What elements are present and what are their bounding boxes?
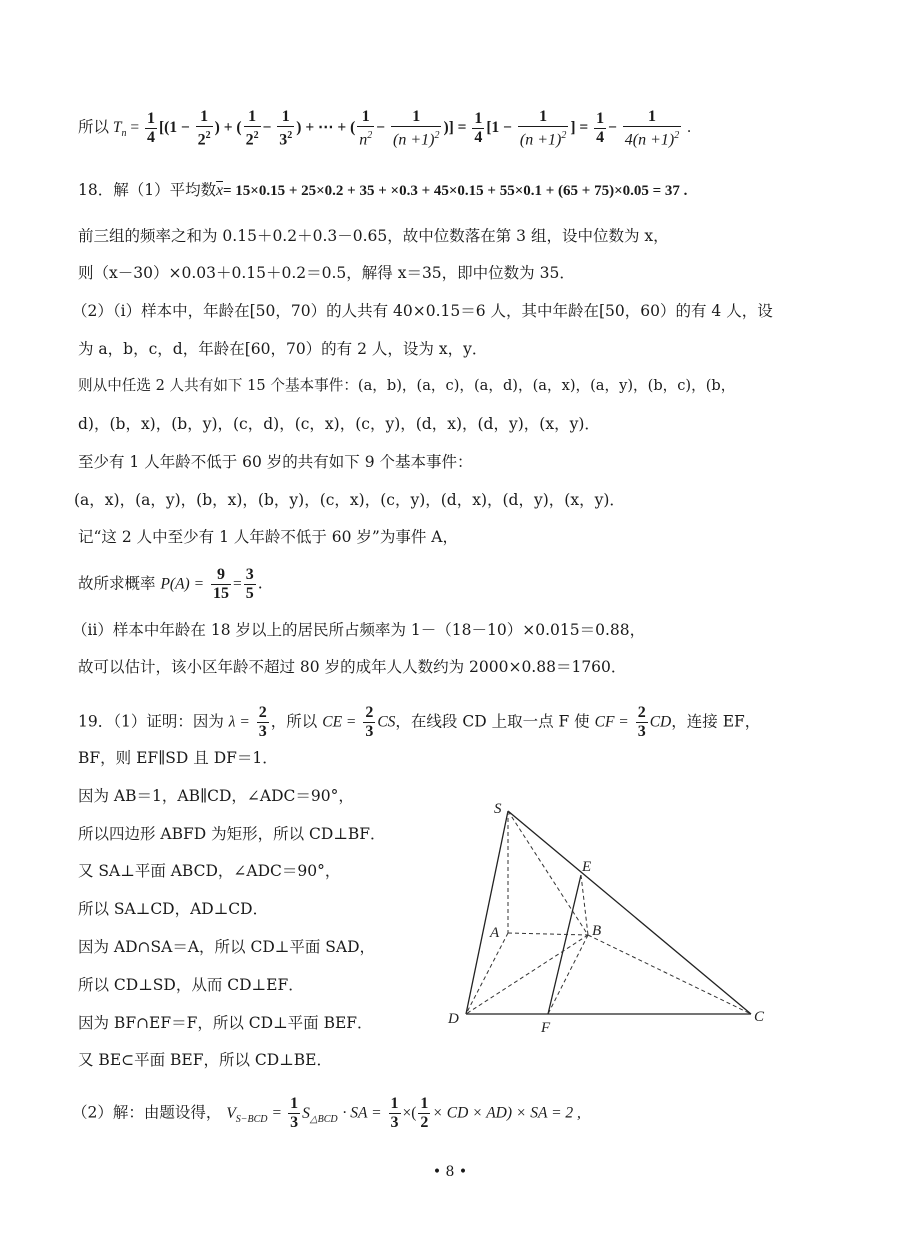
frac-1-4-b: $\frac{1}{4}$ xyxy=(474,110,483,147)
label-F: F xyxy=(541,1020,551,1036)
frac-1-4: $\frac{1}{4}$ xyxy=(147,110,156,147)
q19-line2: BF，则 EF∥SD 且 DF＝1． xyxy=(78,749,278,767)
q18-line2: 前三组的频率之和为 0.15＋0.2＋0.3－0.65，故中位数落在第 3 组，设中位数为 x， xyxy=(78,227,669,245)
q19-line9: 因为 BF∩EF＝F，所以 CD⊥平面 BEF． xyxy=(78,1014,373,1032)
label-E: E xyxy=(582,859,592,875)
label-C: C xyxy=(754,1009,765,1025)
frac-1-4n1sq: $\frac{1}{4(n +1)^2}$ xyxy=(624,108,680,149)
frac-1-n1sq-b: $\frac{1}{(n +1)^2}$ xyxy=(519,108,567,149)
frac-1-2: $\frac{1}{2}$ xyxy=(420,1095,429,1131)
edge-AD xyxy=(466,933,508,1014)
q19-line10: 又 BE⊂平面 BEF，所以 CD⊥BE． xyxy=(78,1051,333,1069)
lambda: λ = xyxy=(228,713,250,731)
q19-line7: 因为 AD∩SA＝A，所以 CD⊥平面 SAD， xyxy=(78,938,375,956)
q18-line3: 则（x－30）×0.03＋0.15＋0.2＝0.5，解得 x＝35，即中位数为 35． xyxy=(78,264,575,282)
q19-line6: 所以 SA⊥CD，AD⊥CD． xyxy=(78,900,269,918)
q19-line5: 又 SA⊥平面 ABCD，∠ADC＝90°， xyxy=(78,862,341,880)
q18-line7: d)，(b，x)，(b，y)，(c，d)，(c，x)，(c，y)，(d，x)，(d，y)，(x，y)． xyxy=(78,415,600,433)
frac-2-3: $\frac{2}{3}$ xyxy=(258,704,267,740)
frac-1-nsq: $\frac{1}{n^2}$ xyxy=(359,108,373,149)
q18-line13: 故可以估计，该小区年龄不超过 80 岁的成年人人数约为 2000×0.88＝1760． xyxy=(78,658,627,676)
q18-probability-line: 故所求概率 P(A) = $\frac{9}{15}$ = $\frac{3}{5}$ . xyxy=(78,566,263,602)
label-B: B xyxy=(592,923,602,939)
q19-line3: 因为 AB＝1，AB∥CD，∠ADC＝90°， xyxy=(78,787,354,805)
q19-line8: 所以 CD⊥SD，从而 CD⊥EF． xyxy=(78,976,304,994)
q18-line9: (a，x)，(a，y)，(b，x)，(b，y)，(c，x)，(c，y)，(d，x)，(d，y)，(x，y)． xyxy=(74,491,625,509)
q19-part2-line: （2）解：由题设得， $V_{S-BCD}$ = $\frac{1}{3}$ $S_{\triangle BCD}$ · SA = $\frac{1}{3}$ ×( $\frac{1}{2}$ × CD × AD) × SA = 2 , xyxy=(72,1095,581,1131)
edge-EF xyxy=(548,875,581,1014)
frac-1-4-c: $\frac{1}{4}$ xyxy=(596,110,605,147)
frac-1-3sq: $\frac{1}{3^2}$ xyxy=(279,108,293,149)
label-A: A xyxy=(490,925,500,941)
frac-2-3-c: $\frac{2}{3}$ xyxy=(637,704,646,740)
p-a: P(A) = xyxy=(160,575,205,593)
q18-line12: （ⅱ）样本中年龄在 18 岁以上的居民所占频率为 1－（18－10）×0.015＝0.88， xyxy=(72,621,646,639)
q19-line4: 所以四边形 ABFD 为矩形，所以 CD⊥BF． xyxy=(78,825,386,843)
edge-BD xyxy=(466,935,588,1014)
frac-1-2sq-b: $\frac{1}{2^2}$ xyxy=(245,108,259,149)
q18-line10: 记“这 2 人中至少有 1 人年龄不低于 60 岁”为事件 A， xyxy=(78,528,458,546)
q18-line4: （2）（ⅰ）样本中，年龄在[50，70）的人共有 40×0.15＝6 人，其中年龄在[50，60）的有 4 人，设 xyxy=(72,302,773,320)
frac-9-15: $\frac{9}{15}$ xyxy=(212,566,229,602)
frac-1-3: $\frac{1}{3}$ xyxy=(290,1095,299,1131)
tn-symbol: $T_n$ xyxy=(112,119,127,140)
mean-formula: = 15×0.15 + 25×0.2 + 35 + ×0.3 + 45×0.15 + 55×0.1 + (65 + 75)×0.05 = 37 . xyxy=(222,183,688,199)
pyramid-figure xyxy=(440,795,780,1040)
label-D: D xyxy=(448,1011,459,1027)
label-S: S xyxy=(494,801,502,817)
edge-BC xyxy=(588,935,751,1014)
v-sbcd: $V_{S-BCD}$ xyxy=(226,1104,268,1125)
frac-1-3-b: $\frac{1}{3}$ xyxy=(390,1095,399,1131)
page-number: • 8 • xyxy=(432,1164,468,1180)
q18-line6: 则从中任选 2 人共有如下 15 个基本事件：(a，b)，(a，c)，(a，d)，(a，x)，(a，y)，(b，c)，(b， xyxy=(78,377,736,394)
frac-2-3-b: $\frac{2}{3}$ xyxy=(365,704,374,740)
q19-line1: 19．（1）证明：因为 λ = $\frac{2}{3}$ ，所以 CE = $\frac{2}{3}$ CS，在线段 CD 上取一点 F 使 CF = $\frac{2}{3}$ CD，连接 EF， xyxy=(78,704,761,740)
x-bar: $\overline{x}$ xyxy=(216,182,223,199)
q18-line8: 至少有 1 人年龄不低于 60 岁的共有如下 9 个基本事件： xyxy=(78,453,473,471)
frac-3-5: $\frac{3}{5}$ xyxy=(245,566,254,602)
edge-BF xyxy=(548,935,588,1014)
frac-1-2sq: $\frac{1}{2^2}$ xyxy=(197,108,211,149)
edge-SC xyxy=(508,811,751,1014)
equals: = xyxy=(130,119,140,137)
tn-prefix: 所以 xyxy=(78,118,110,137)
tn-sum-line: 所以 $T_n$ = $\frac{1}{4}$ [(1 − $\frac{1}{2^2}$ ) + ( $\frac{1}{2^2}$ − $\frac{1}{3^2}$ ) + ⋯ + ( $\frac{1}{n^2}$ − $\frac{1}{(n +1)^2}$ )] = $\frac{1}{4}$ [1 − $\frac{1}{(n +1)^2}$ ] = $\frac{1}{4}$ − $\frac{1}{4(n +1)^2}$ . xyxy=(78,108,691,149)
q18-mean-line: 18．解（1）平均数$\overline{x}= 15\times 0.15 + 25\times 0.2 + 35 + \times 0.3 + 45\times 0.15 + 55\times 0.1 + (65 + 75)\times 0.05 = 37$ . xyxy=(78,181,688,199)
edge-SD xyxy=(466,811,508,1014)
frac-1-n1sq: $\frac{1}{(n +1)^2}$ xyxy=(393,108,440,149)
edge-AB xyxy=(508,933,588,935)
q18-line5: 为 a，b，c，d，年龄在[60，70）的有 2 人，设为 x，y． xyxy=(78,340,488,358)
edge-SB xyxy=(508,811,588,935)
